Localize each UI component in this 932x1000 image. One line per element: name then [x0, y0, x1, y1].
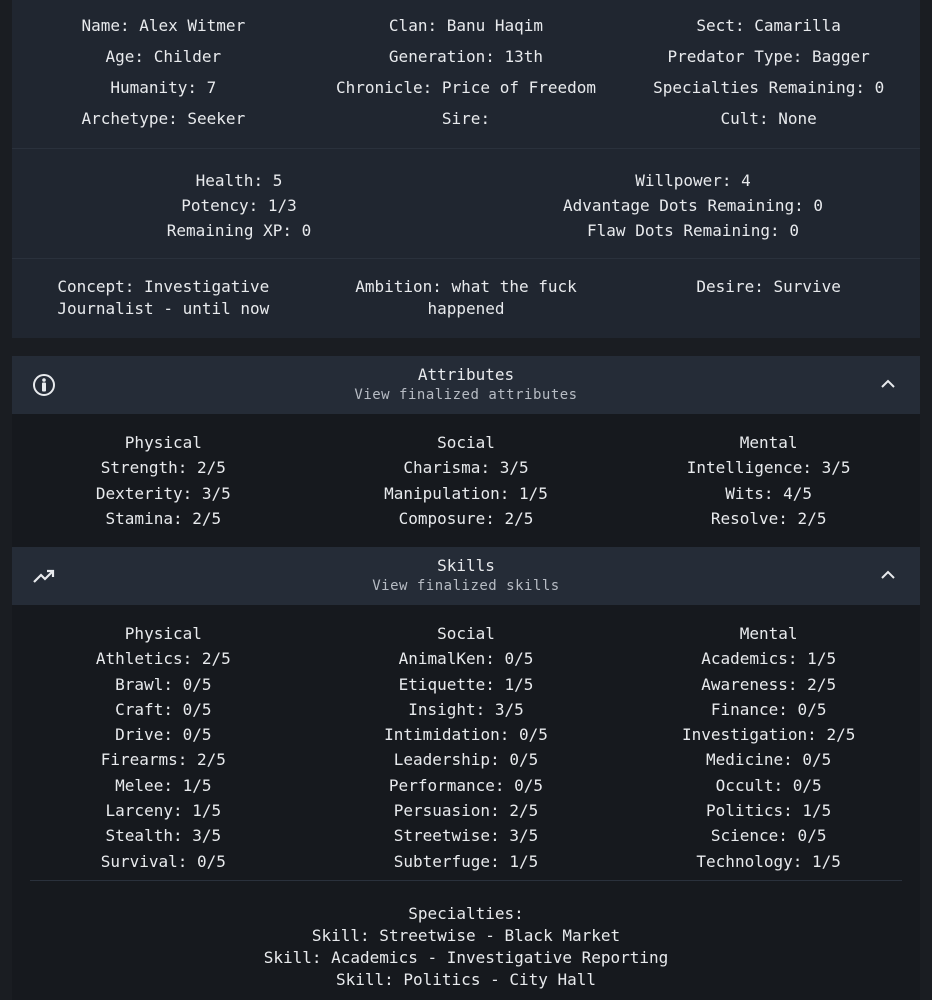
specialties-heading: Specialties: [408, 903, 524, 923]
ambition-text: Ambition: what the fuck happened [355, 277, 577, 318]
skill-item: Brawl: 0/5 [115, 674, 212, 694]
chevron-up-icon[interactable] [880, 376, 896, 392]
skills-social [315, 621, 618, 874]
chevron-up-icon[interactable] [880, 567, 896, 583]
desire-text: Desire: Survive [696, 277, 841, 296]
stats-left [12, 168, 466, 243]
attribute-item: Composure: 2/5 [398, 508, 534, 528]
stat-willpower: Willpower: 4 [635, 171, 751, 190]
attribute-item: Stamina: 2/5 [105, 508, 222, 528]
attribute-item: Charisma: 3/5 [403, 458, 529, 478]
stat-remaining-xp: Remaining XP: 0 [166, 221, 312, 240]
info-age: Age: Childer [105, 47, 222, 66]
skill-item: Leadership: 0/5 [393, 750, 539, 770]
skill-item: Insight: 3/5 [408, 699, 524, 719]
attributes-accordion-header[interactable] [12, 356, 920, 414]
skills-mental [617, 621, 920, 874]
column-heading: Social [437, 624, 495, 643]
attribute-item: Intelligence: 3/5 [686, 458, 851, 478]
skill-item: Science: 0/5 [710, 826, 827, 846]
stats-right [466, 168, 920, 243]
skill-item: Athletics: 2/5 [95, 649, 231, 669]
attribute-item: Wits: 4/5 [725, 483, 812, 503]
skill-item: Technology: 1/5 [696, 851, 841, 871]
character-info [12, 0, 920, 148]
stat-health: Health: 5 [195, 171, 283, 190]
trending-up-icon [32, 564, 56, 588]
column-heading: Social [437, 433, 495, 452]
column-heading: Mental [739, 433, 798, 452]
character-stats [12, 148, 920, 258]
section-gap [0, 338, 932, 356]
skill-item: Firearms: 2/5 [100, 750, 226, 770]
attributes-mental [617, 430, 920, 531]
specialty-item: Skill: Politics - City Hall [335, 969, 597, 989]
skill-item: Finance: 0/5 [710, 699, 827, 719]
attribute-item: Dexterity: 3/5 [95, 483, 231, 503]
skill-item: Intimidation: 0/5 [384, 725, 548, 745]
skills-body [12, 605, 920, 1000]
info-predator-type: Predator Type: Bagger [667, 47, 870, 66]
info-chronicle: Chronicle: Price of Freedom [335, 78, 597, 97]
column-heading: Physical [124, 433, 202, 452]
skill-item: Etiquette: 1/5 [398, 674, 534, 694]
info-humanity: Humanity: 7 [110, 78, 217, 97]
skill-item: Larceny: 1/5 [105, 801, 222, 821]
skill-item: Occult: 0/5 [715, 775, 822, 795]
attributes-body [12, 414, 920, 547]
skill-item: Awareness: 2/5 [701, 674, 837, 694]
attribute-item: Strength: 2/5 [100, 458, 226, 478]
skill-item: Performance: 0/5 [388, 775, 544, 795]
skill-item: Investigation: 2/5 [681, 725, 856, 745]
skills-subtitle: View finalized skills [372, 578, 560, 594]
attributes-social [315, 430, 618, 531]
skill-item: AnimalKen: 0/5 [398, 649, 534, 669]
skill-item: Craft: 0/5 [115, 699, 212, 719]
skill-item: Melee: 1/5 [115, 775, 212, 795]
skill-item: Survival: 0/5 [100, 851, 226, 871]
skill-item: Politics: 1/5 [706, 801, 832, 821]
attributes-physical [12, 430, 315, 531]
skills-title: Skills [437, 556, 495, 575]
info-cult: Cult: None [720, 109, 817, 128]
specialty-item: Skill: Streetwise - Black Market [311, 925, 621, 945]
info-specialties-remaining: Specialties Remaining: 0 [653, 78, 885, 97]
skills-accordion-header[interactable] [12, 547, 920, 605]
attributes-subtitle: View finalized attributes [354, 387, 578, 403]
info-name: Name: Alex Witmer [81, 16, 246, 35]
stat-potency: Potency: 1/3 [181, 196, 297, 215]
character-concept [12, 258, 920, 338]
specialty-item: Skill: Academics - Investigative Reporting [263, 947, 669, 967]
attribute-item: Resolve: 2/5 [710, 508, 827, 528]
skill-item: Streetwise: 3/5 [393, 826, 539, 846]
stat-advantage-dots: Advantage Dots Remaining: 0 [562, 196, 824, 215]
specialties-list [12, 881, 920, 991]
skill-item: Drive: 0/5 [115, 725, 212, 745]
column-heading: Mental [739, 624, 798, 643]
skill-item: Persuasion: 2/5 [393, 801, 539, 821]
skill-item: Medicine: 0/5 [706, 750, 832, 770]
info-sire: Sire: [441, 109, 491, 128]
info-clan: Clan: Banu Haqim [388, 16, 544, 35]
info-sect: Sect: Camarilla [696, 16, 841, 35]
attributes-title: Attributes [417, 365, 515, 384]
attribute-item: Manipulation: 1/5 [384, 483, 548, 503]
skill-item: Stealth: 3/5 [105, 826, 222, 846]
concept-text: Concept: Investigative Journalist - until now [57, 277, 270, 318]
skill-item: Academics: 1/5 [701, 649, 837, 669]
stat-flaw-dots: Flaw Dots Remaining: 0 [587, 221, 799, 240]
person-icon [32, 373, 56, 397]
skills-physical [12, 621, 315, 874]
column-heading: Physical [124, 624, 202, 643]
info-generation: Generation: 13th [388, 47, 544, 66]
info-archetype: Archetype: Seeker [81, 109, 246, 128]
skill-item: Subterfuge: 1/5 [393, 851, 539, 871]
